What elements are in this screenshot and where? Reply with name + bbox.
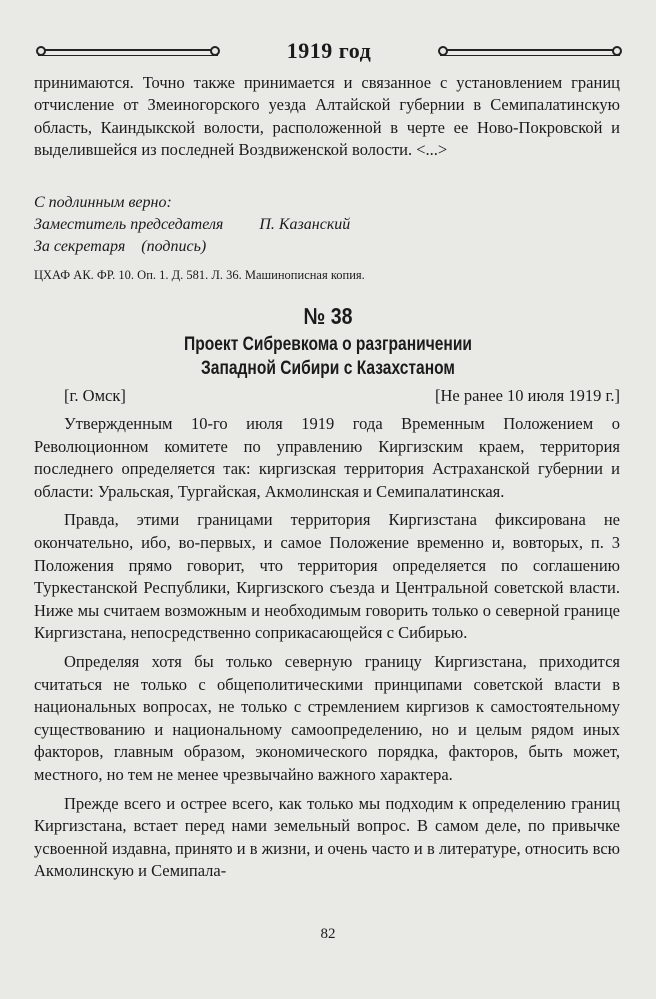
page-number: 82 [320,926,336,942]
document-title-line-2: Западной Сибири с Казахстаном [201,358,455,379]
body-paragraph: Утвержденным 10-го июля 1919 года Временным Положением о Революционном комитете по управлению Киргизским краем, территория последнего определяется так: киргизская территория Астраханской губернии и области: Уральская, Тургайская, Акмолинская и Семипалатинская. [34,414,620,501]
intro-paragraph: принимаются. Точно также принимается и связанное с установлением границ отчисление от Змеиногорского уезда Алтайской губернии в Семипалатинскую область, Каиндыкской волости, расположенной в черте ее Ново-Покровской и выделившейся из последней Воздвиженской волости. <...> [34,73,620,160]
header-year: 1919 год [286,38,372,63]
deputy-signature-line [34,214,350,236]
secretary-note: (подпись) [141,238,207,255]
document-body [34,413,620,889]
document-number: № 38 [303,303,353,329]
running-header [38,36,620,66]
body-paragraph: Правда, этими границами территория Киргизстана фиксирована не окончательно, ибо, во-первых, и самое Положение временно и, вовторых, п. 3 Положения прямо говорит, что территория определяется по соглашению Туркестанской Республики, Киргизского съезда и Центральной советской власти. Ниже мы считаем возможным и необходимым говорить только о северной границе Киргизстана, непосредственно соприкасающейся с Сибирью. [34,510,620,643]
header-ornament-right [440,49,620,56]
certified-line: С подлинным верно: [34,194,172,211]
deputy-name: П. Казанский [259,216,351,233]
deputy-title: Заместитель председателя [34,216,224,233]
secretary-title: За секретаря [34,238,126,255]
document-title-line-1: Проект Сибревкома о разграничении [184,334,472,355]
document-place: [г. Омск] [64,386,126,405]
archive-reference: ЦХАФ АК. ФР. 10. Оп. 1. Д. 581. Л. 36. Машинописная копия. [34,268,365,282]
secretary-signature-line [34,236,206,258]
header-ornament-left [38,49,218,56]
document-date: [Не ранее 10 июля 1919 г.] [434,386,620,405]
body-paragraph: Определяя хотя бы только северную границу Киргизстана, приходится считаться не только с общеполитическими принципами советской власти в национальных вопросах, не только с стремлением киргизов к самостоятельному существованию и национальному самоопределению, но и целым рядом иных факторов, главным образом, экономического порядка, факторов, быть может, местного, но тем не менее чрезвычайно важного характера. [34,651,620,784]
body-paragraph: Прежде всего и острее всего, как только мы подходим к определению границ Киргизстана, встает перед нами земельный вопрос. В самом деле, по привычке усвоенной издавна, принято и в жизни, и очень часто и в литературе, относить всю Акмолинскую и Семипала- [34,793,620,881]
